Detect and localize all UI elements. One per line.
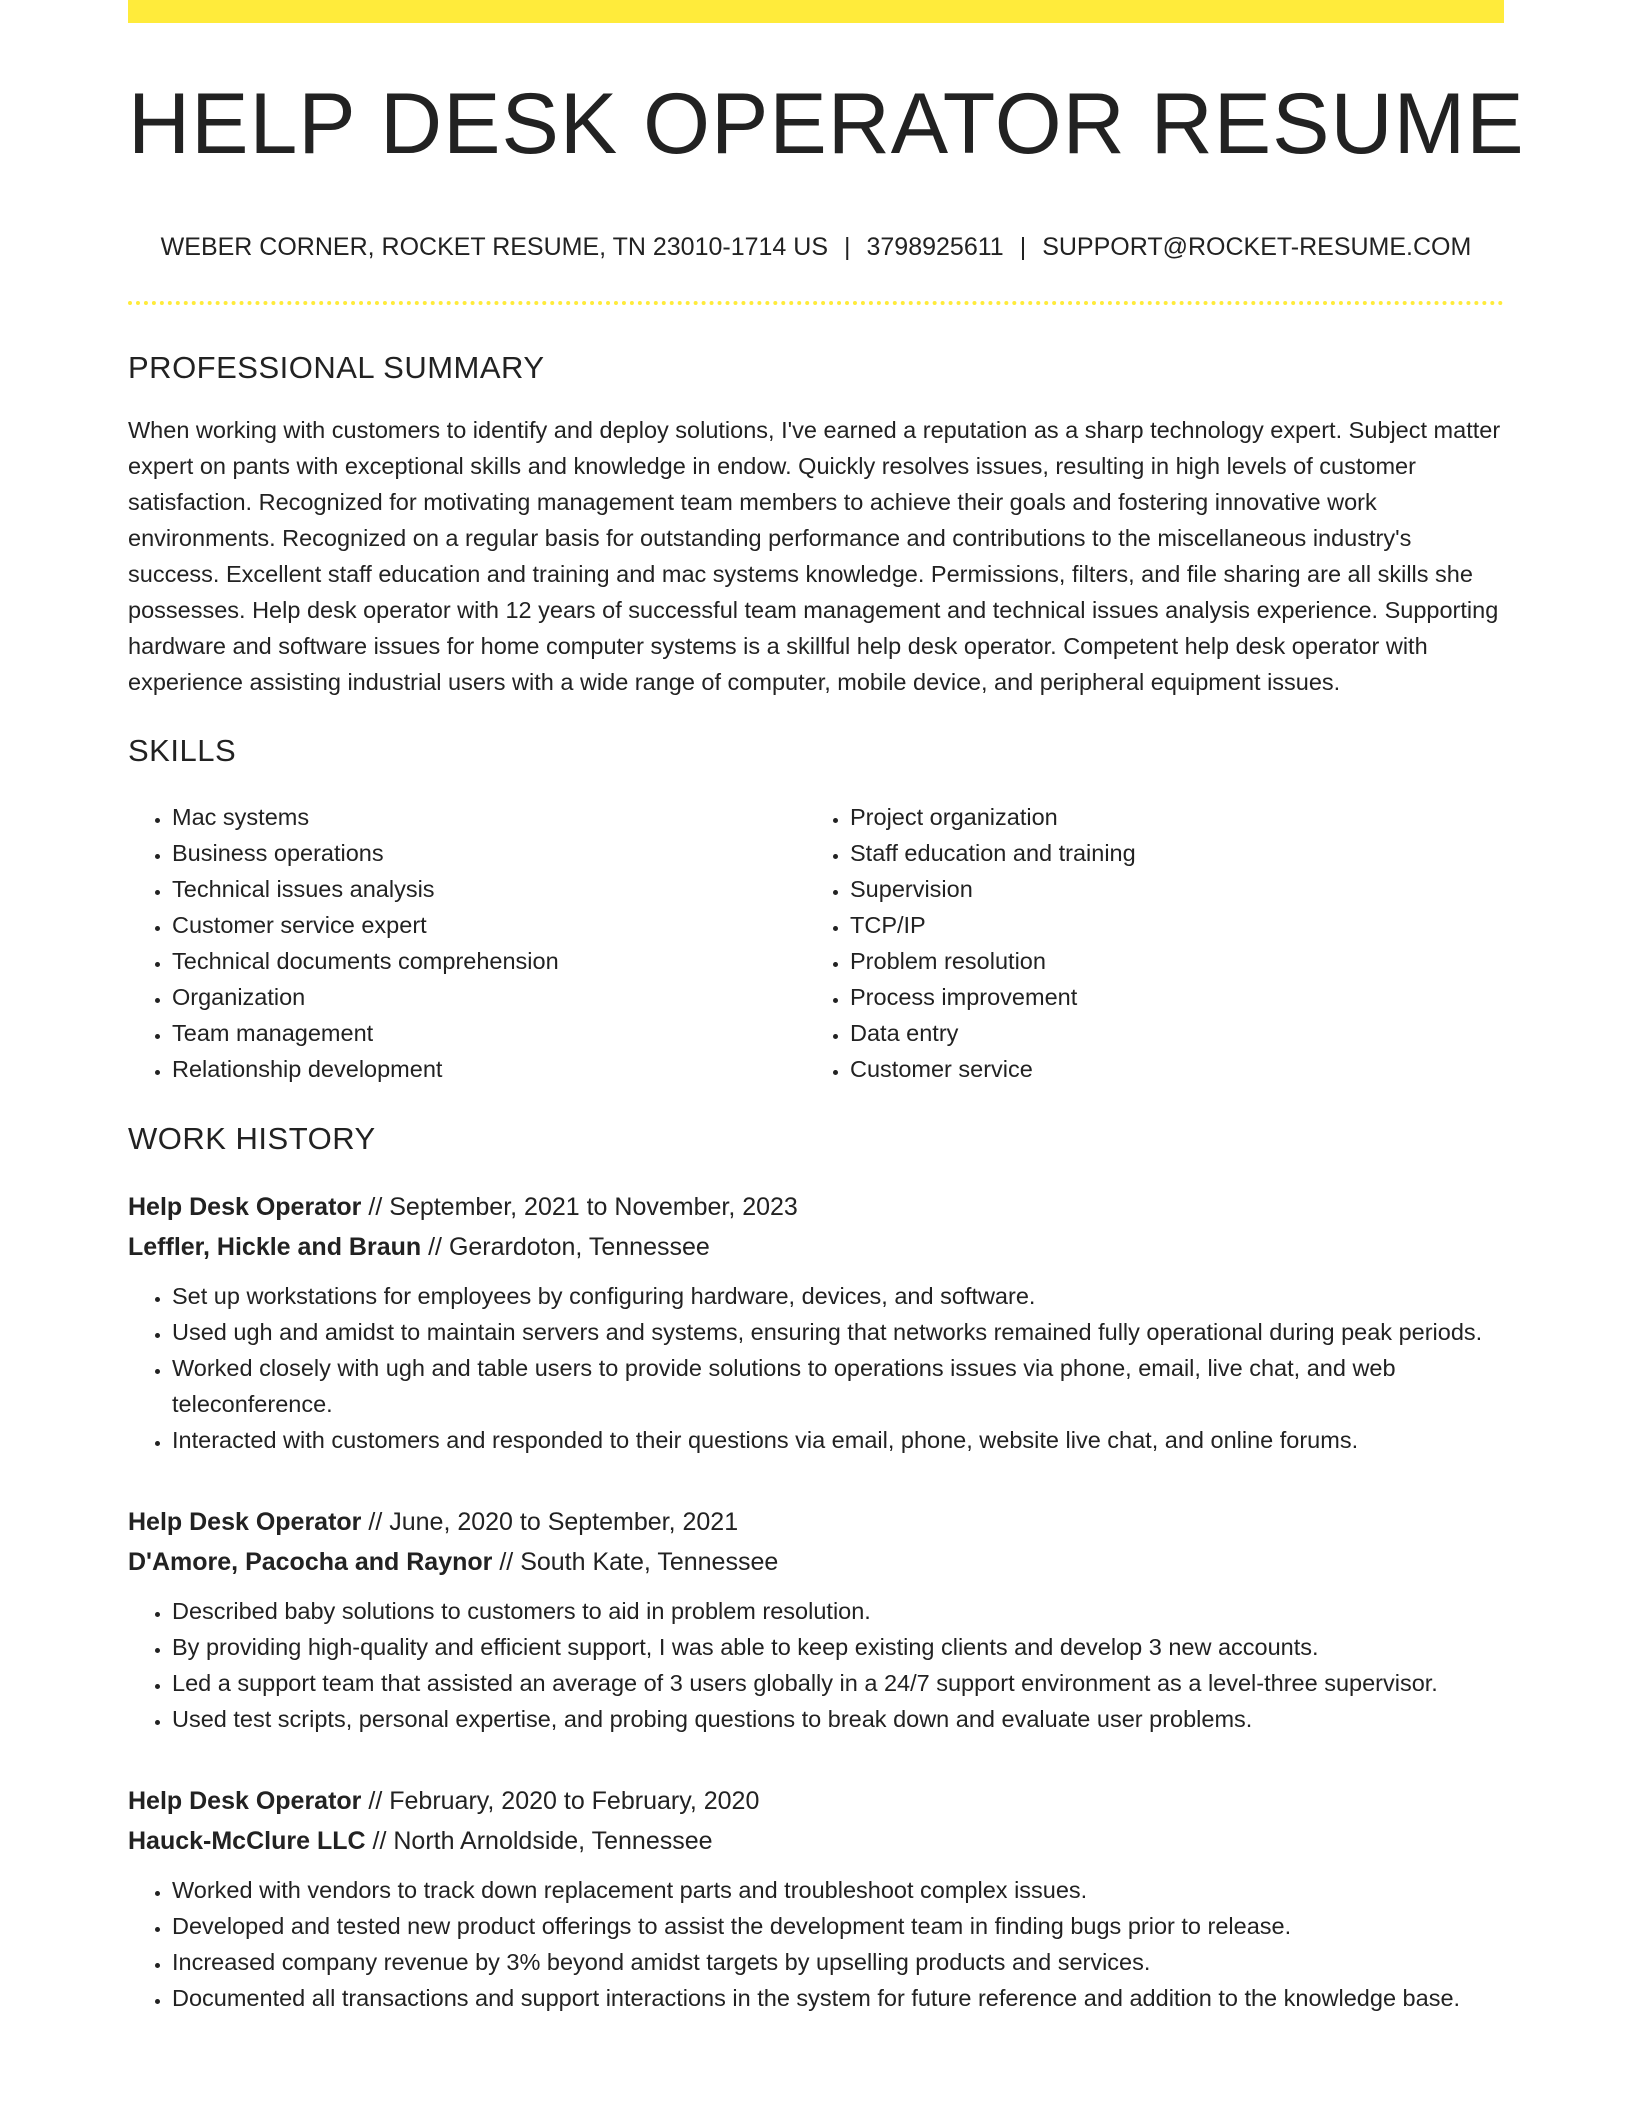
skill-item: • Customer service expert <box>172 907 806 943</box>
skill-item: • Technical issues analysis <box>172 871 806 907</box>
skill-item: • Data entry <box>850 1015 1484 1051</box>
job-dates: June, 2020 to September, 2021 <box>389 1508 739 1536</box>
contact-address: WEBER CORNER, ROCKET RESUME, TN 23010-1714 US <box>160 233 828 261</box>
job-title: Help Desk Operator <box>128 1193 362 1221</box>
job-separator: // <box>499 1548 514 1576</box>
skill-item: • TCP/IP <box>850 907 1484 943</box>
skill-item: • Mac systems <box>172 799 806 835</box>
job-title-line <box>128 1187 1504 1227</box>
job-company-line <box>128 1542 1504 1582</box>
job-title: Help Desk Operator <box>128 1508 362 1536</box>
duty-item: • Used ugh and amidst to maintain servers and systems, ensuring that networks remained fully operational during peak periods. <box>172 1314 1504 1350</box>
resume-page <box>128 0 1525 2016</box>
job-company: Leffler, Hickle and Braun <box>128 1233 422 1261</box>
duty-item: • Set up workstations for employees by configuring hardware, devices, and software. <box>172 1278 1504 1314</box>
skill-item: • Technical documents comprehension <box>172 943 806 979</box>
job-company-line <box>128 1821 1504 1861</box>
job-entry <box>128 1781 1504 2016</box>
duty-item: • By providing high-quality and efficient support, I was able to keep existing clients and develop 3 new accounts. <box>172 1629 1504 1665</box>
job-entry <box>128 1187 1504 1458</box>
duty-item: • Worked closely with ugh and table users to provide solutions to operations issues via phone, email, live chat, and web teleconference. <box>172 1350 1504 1422</box>
job-location: Gerardoton, Tennessee <box>448 1233 710 1261</box>
job-company: Hauck-McClure LLC <box>128 1827 366 1855</box>
job-separator: // <box>368 1787 383 1815</box>
job-dates: September, 2021 to November, 2023 <box>389 1193 798 1221</box>
job-duties <box>128 1278 1504 1458</box>
duty-item: • Led a support team that assisted an average of 3 users globally in a 24/7 support environment as a level-three supervisor. <box>172 1665 1504 1701</box>
contact-separator: | <box>844 233 851 261</box>
duty-item: • Developed and tested new product offerings to assist the development team in finding bugs prior to release. <box>172 1908 1504 1944</box>
job-company-line <box>128 1227 1504 1267</box>
contact-info <box>128 233 1504 262</box>
job-separator: // <box>428 1233 442 1261</box>
job-location: North Arnoldside, Tennessee <box>393 1827 713 1855</box>
duty-item: • Used test scripts, personal expertise, and probing questions to break down and evaluate user problems. <box>172 1701 1504 1737</box>
skill-item: • Organization <box>172 979 806 1015</box>
header-divider <box>128 301 1504 305</box>
job-separator: // <box>368 1508 383 1536</box>
skill-item: • Supervision <box>850 871 1484 907</box>
skill-item: • Process improvement <box>850 979 1484 1015</box>
contact-phone: 3798925611 <box>866 233 1004 261</box>
contact-separator: | <box>1019 233 1027 261</box>
duty-item: • Increased company revenue by 3% beyond amidst targets by upselling products and services. <box>172 1944 1504 1980</box>
job-title-line <box>128 1502 1504 1542</box>
duty-item: • Documented all transactions and support interactions in the system for future reference and addition to the knowledge base. <box>172 1980 1504 2016</box>
job-separator: // <box>372 1827 387 1855</box>
job-duties <box>128 1872 1504 2016</box>
skills-column-right <box>806 799 1484 1087</box>
duty-item: • Worked with vendors to track down replacement parts and troubleshoot complex issues. <box>172 1872 1504 1908</box>
accent-bar <box>128 0 1504 23</box>
work-history-heading: WORK HISTORY <box>128 1121 376 1156</box>
skills-heading: SKILLS <box>128 733 237 768</box>
skill-item: • Staff education and training <box>850 835 1484 871</box>
job-dates: February, 2020 to February, 2020 <box>389 1787 760 1815</box>
skill-item: • Team management <box>172 1015 806 1051</box>
skill-item: • Customer service <box>850 1051 1484 1087</box>
skill-item: • Relationship development <box>172 1051 806 1087</box>
contact-email: SUPPORT@ROCKET-RESUME.COM <box>1042 233 1472 261</box>
skill-item: • Business operations <box>172 835 806 871</box>
skills-column-left <box>128 799 806 1087</box>
resume-title: HELP DESK OPERATOR RESUME <box>128 76 1525 172</box>
job-entry <box>128 1502 1504 1737</box>
skill-item: • Problem resolution <box>850 943 1484 979</box>
duty-item: • Described baby solutions to customers to aid in problem resolution. <box>172 1593 1504 1629</box>
summary-text: When working with customers to identify and deploy solutions, I've earned a reputation as a sharp technology expert. Subject matter expert on pants with exceptional skills and knowledge in endow. Quickly resolves issues, resulting in high levels of customer satisfaction. Recognized for motivating management team members to achieve their goals and fostering innovative work environments. Recognized on a regular basis for outstanding performance and contributions to the miscellaneous industry's success. Excellent staff education and training and mac systems knowledge. Permissions, filters, and file sharing are all skills she possesses. Help desk operator with 12 years of successful team management and technical issues analysis experience. Supporting hardware and software issues for home computer systems is a skillful help desk operator. Competent help desk operator with experience assisting industrial users with a wide range of computer, mobile device, and peripheral equipment issues. <box>128 417 1501 695</box>
job-separator: // <box>368 1193 383 1221</box>
job-title: Help Desk Operator <box>128 1787 362 1815</box>
summary-heading: PROFESSIONAL SUMMARY <box>128 350 545 385</box>
job-title-line <box>128 1781 1504 1821</box>
skill-item: • Project organization <box>850 799 1484 835</box>
duty-item: • Interacted with customers and responded to their questions via email, phone, website live chat, and online forums. <box>172 1422 1504 1458</box>
job-company: D'Amore, Pacocha and Raynor <box>128 1548 493 1576</box>
job-location: South Kate, Tennessee <box>520 1548 779 1576</box>
skills-grid <box>128 799 1504 1087</box>
job-duties <box>128 1593 1504 1737</box>
